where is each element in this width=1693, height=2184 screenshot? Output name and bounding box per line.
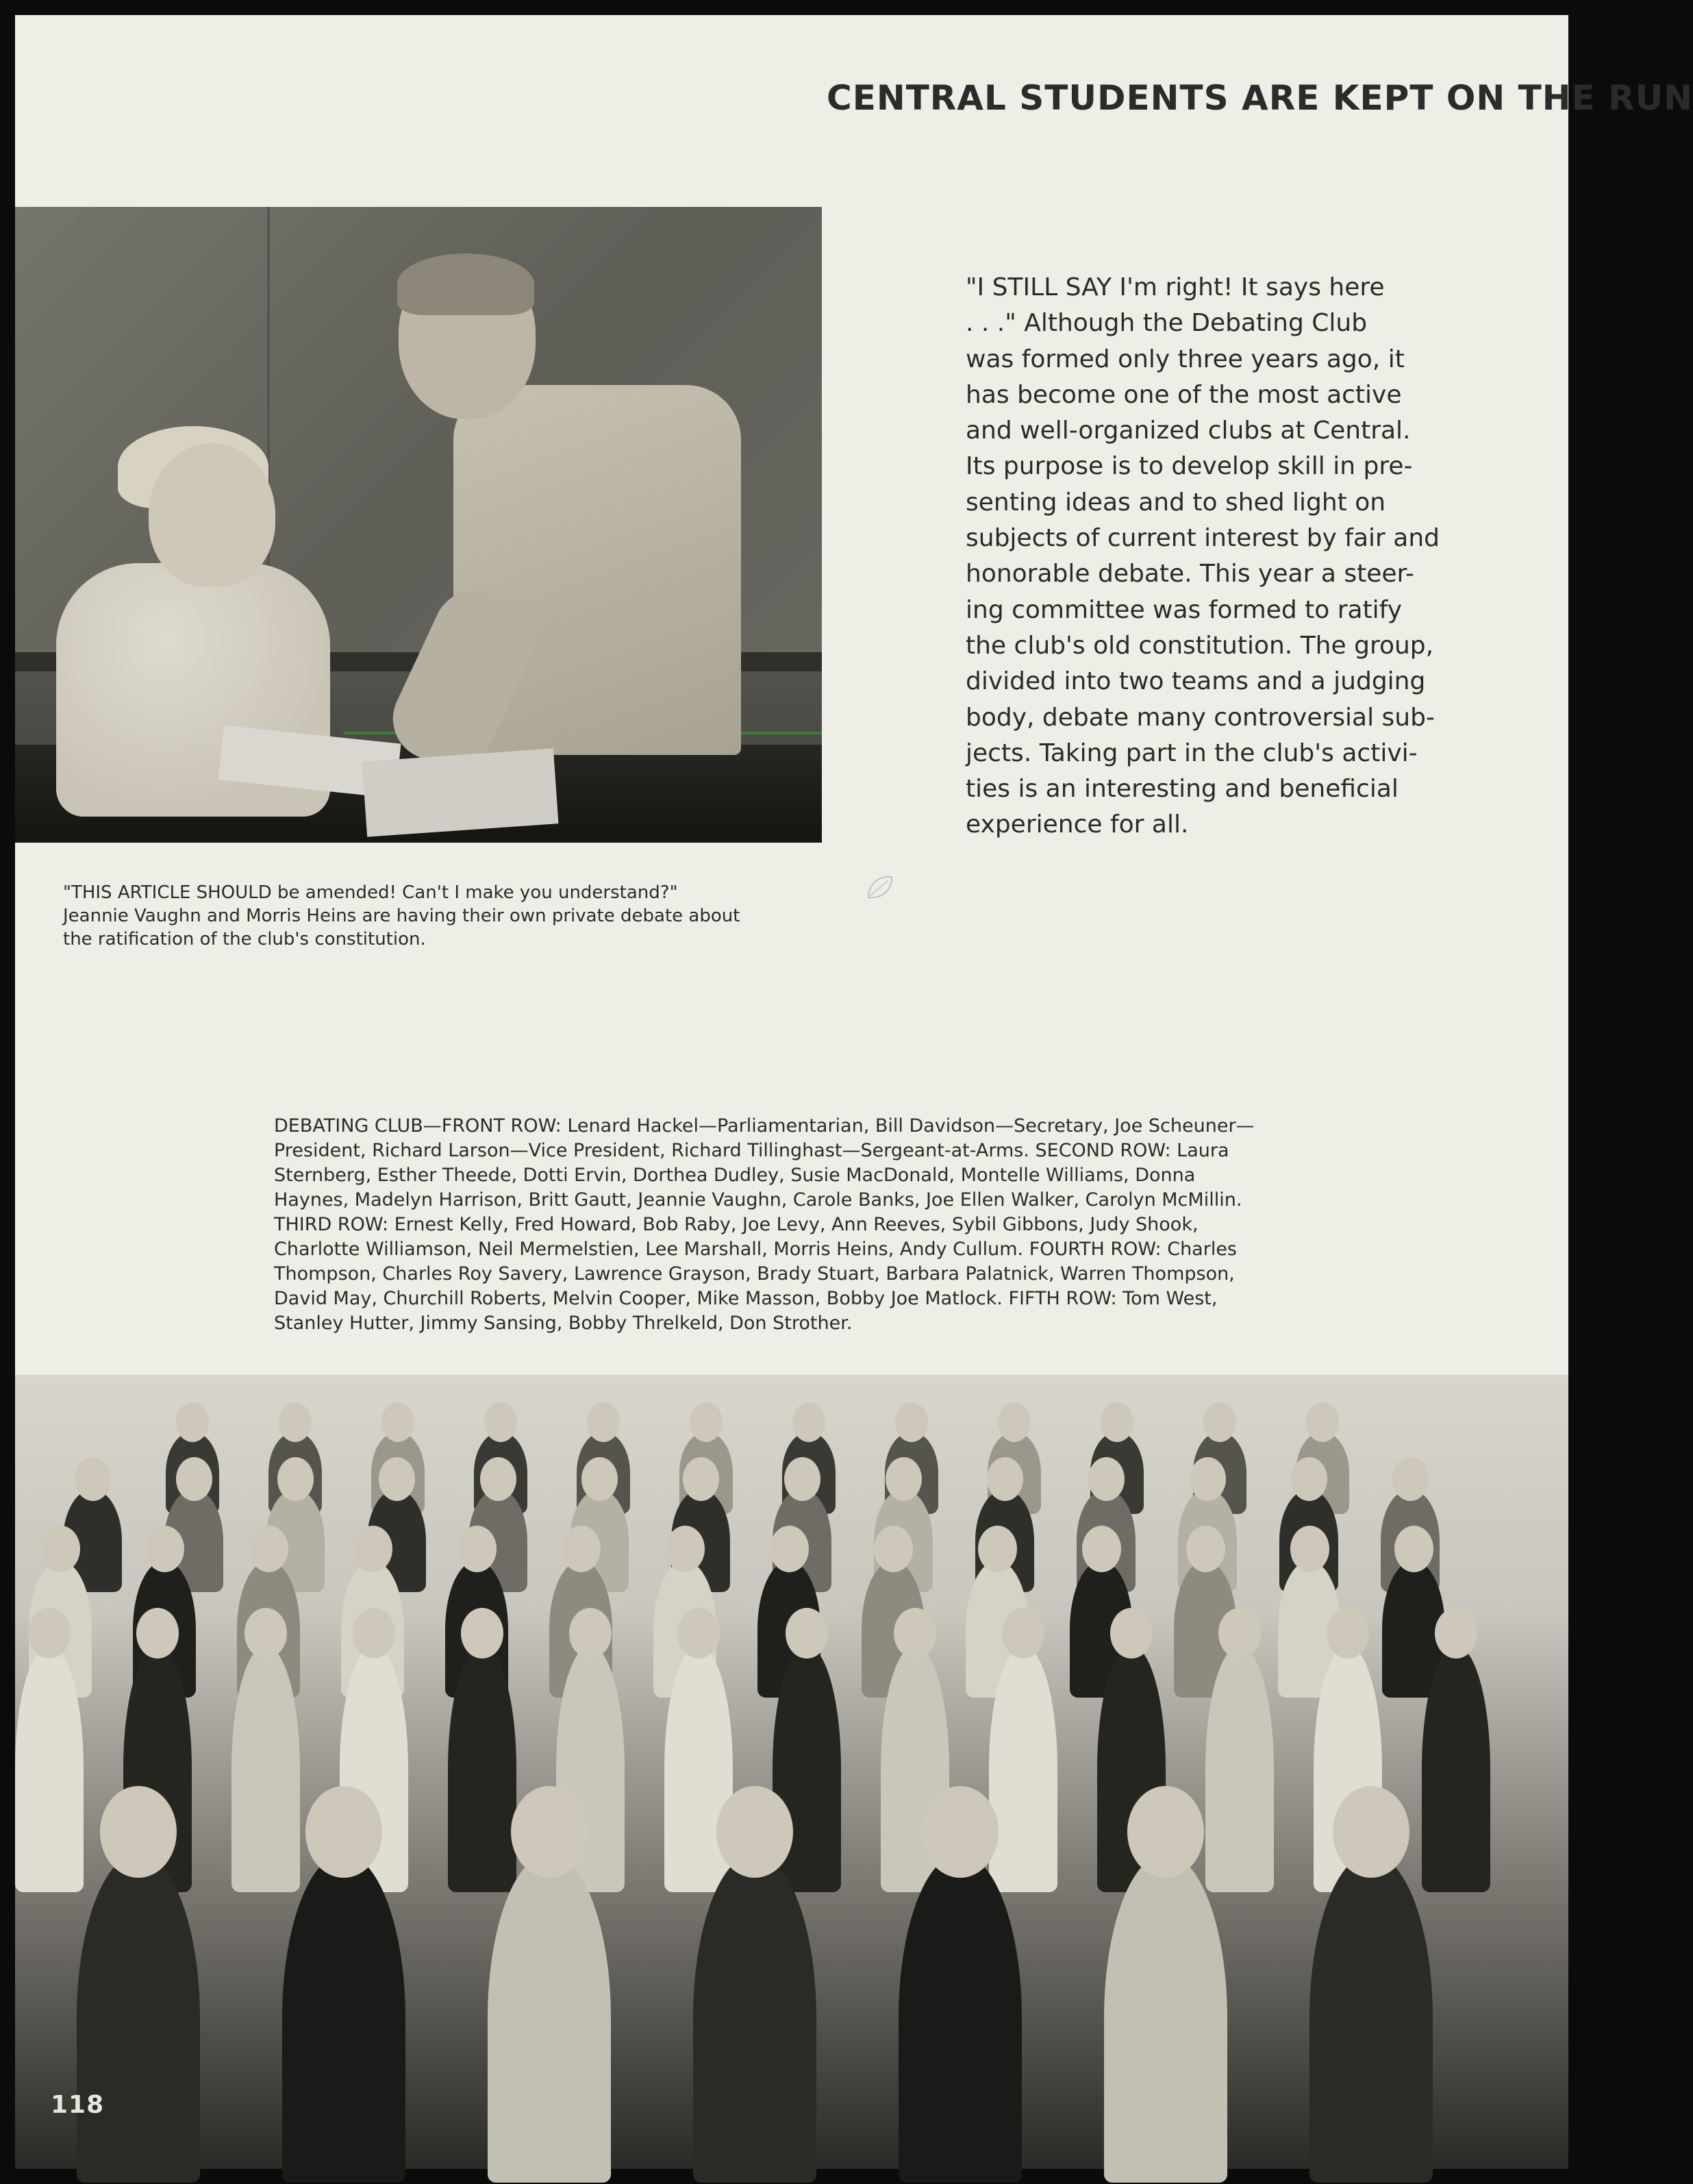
group-photo [15,1375,1568,2169]
student-head [587,1402,620,1442]
student-head [1082,1526,1121,1572]
student-head [1002,1608,1044,1659]
student-head [100,1786,177,1878]
student-head [1392,1457,1429,1501]
paper-sheet [362,748,559,836]
article-line: subjects of current interest by fair and [966,524,1440,553]
student-figure [899,1854,1022,2183]
student-head [562,1526,601,1572]
student-head [1394,1526,1433,1572]
club-roster [274,1114,1301,1336]
student-head [784,1457,820,1501]
caption-line: the ratification of the club's constitution. [63,929,426,950]
caption-line: Jeannie Vaughn and Morris Heins are having their own private debate about [63,906,740,926]
student-head [894,1608,936,1659]
student-head [690,1402,723,1442]
roster-line: Stanley Hutter, Jimmy Sansing, Bobby Threlkeld, Don Strother. [274,1313,853,1334]
student-head [244,1608,287,1659]
page-headline: CENTRAL STUDENTS ARE KEPT ON THE RUN [827,78,1693,118]
student-head [305,1786,382,1878]
article-line: jects. Taking part in the club's activi- [966,739,1418,767]
student-head [1218,1608,1261,1659]
article-line: . . ." Although the Debating Club [966,309,1368,338]
article-line: Its purpose is to develop skill in pre- [966,452,1413,481]
student-head [998,1402,1031,1442]
student-head [874,1526,913,1572]
student-head [511,1786,588,1878]
article-line: ties is an interesting and beneficial [966,775,1399,804]
student-head [770,1526,809,1572]
student-head [1101,1402,1133,1442]
student-head [1435,1608,1477,1659]
article-line: body, debate many controversial sub- [966,703,1435,732]
student-figure [1309,1854,1433,2183]
student-figure [1205,1646,1274,1892]
student-figure [282,1854,405,2183]
student-figure [1104,1854,1227,2183]
article-line: experience for all. [966,810,1189,839]
student-head [677,1608,720,1659]
student-figure [231,1646,300,1892]
debate-photo [15,207,822,843]
student-head [1127,1786,1204,1878]
student-head [136,1608,179,1659]
page-number: 118 [51,2091,105,2119]
student-head [886,1457,922,1501]
student-head [176,1457,212,1501]
student-head [75,1457,111,1501]
roster-line: Charlotte Williamson, Neil Mermelstien, Lee Marshall, Morris Heins, Andy Cullum. FOURTH ROW: Charles [274,1239,1238,1260]
roster-line: President, Richard Larson—Vice President, Richard Tillinghast—Sergeant-at-Arms. SECOND ROW: Laura [274,1140,1229,1161]
student-head [1190,1457,1226,1501]
article-line: the club's old constitution. The group, [966,631,1434,660]
student-head [1186,1526,1225,1572]
student-head [353,1526,392,1572]
student-figure [1422,1646,1490,1892]
roster-line: DEBATING CLUB—FRONT ROW: Lenard Hackel—Parliamentarian, Bill Davidson—Secretary, Joe Scheuner— [274,1115,1255,1137]
student-head [176,1402,209,1442]
student-head [145,1526,184,1572]
article-line: and well-organized clubs at Central. [966,417,1411,445]
student-head [480,1457,516,1501]
boy-hair [397,253,534,315]
student-head [461,1608,503,1659]
student-head [1333,1786,1409,1878]
student-head [683,1457,719,1501]
student-head [279,1402,312,1442]
roster-line: Sternberg, Esther Theede, Dotti Ervin, Dorthea Dudley, Susie MacDonald, Montelle Williams, Donna [274,1165,1196,1186]
student-figure [448,1646,516,1892]
student-head [1088,1457,1125,1501]
caption-line: "THIS ARTICLE SHOULD be amended! Can't I make you understand?" [63,882,678,903]
student-head [1290,1526,1329,1572]
photo-caption [63,881,816,951]
article-line: "I STILL SAY I'm right! It says here [966,273,1385,301]
student-head [922,1786,999,1878]
student-figure [989,1646,1057,1892]
student-head [895,1402,928,1442]
student-head [277,1457,314,1501]
student-head [1291,1457,1327,1501]
student-head [379,1457,415,1501]
student-head [41,1526,80,1572]
student-head [716,1786,793,1878]
student-head [786,1608,828,1659]
student-head [28,1608,71,1659]
yearbook-page [15,15,1693,2169]
student-head [792,1402,825,1442]
roster-line: Thompson, Charles Roy Savery, Lawrence Grayson, Brady Stuart, Barbara Palatnick, Warren Thompson, [274,1263,1235,1285]
student-head [353,1608,395,1659]
article-line: senting ideas and to shed light on [966,488,1386,517]
student-head [1110,1608,1153,1659]
student-head [1306,1402,1339,1442]
article-line: was formed only three years ago, it [966,345,1405,373]
student-figure [488,1854,611,2183]
student-head [978,1526,1017,1572]
student-head [581,1457,618,1501]
leaf-ornament-icon [864,871,896,903]
article-line: honorable debate. This year a steer- [966,560,1414,588]
roster-line: Haynes, Madelyn Harrison, Britt Gautt, Jeannie Vaughn, Carole Banks, Joe Ellen Walker, Carolyn McMillin. [274,1189,1242,1211]
student-figure [693,1854,816,2183]
student-head [484,1402,517,1442]
student-head [457,1526,497,1572]
article-line: divided into two teams and a judging [966,667,1426,696]
girl-head [149,443,275,587]
student-head [249,1526,288,1572]
article-text [966,270,1479,843]
student-head [1327,1608,1369,1659]
student-figure [77,1854,200,2183]
student-head [381,1402,414,1442]
article-line: has become one of the most active [966,380,1402,409]
roster-line: David May, Churchill Roberts, Melvin Cooper, Mike Masson, Bobby Joe Matlock. FIFTH ROW: Tom West, [274,1288,1218,1309]
student-head [569,1608,612,1659]
student-head [1203,1402,1236,1442]
student-head [987,1457,1023,1501]
article-line: ing committee was formed to ratify [966,595,1403,624]
student-figure [15,1646,84,1892]
student-head [666,1526,705,1572]
roster-line: THIRD ROW: Ernest Kelly, Fred Howard, Bob Raby, Joe Levy, Ann Reeves, Sybil Gibbons, Judy Shook, [274,1214,1199,1235]
